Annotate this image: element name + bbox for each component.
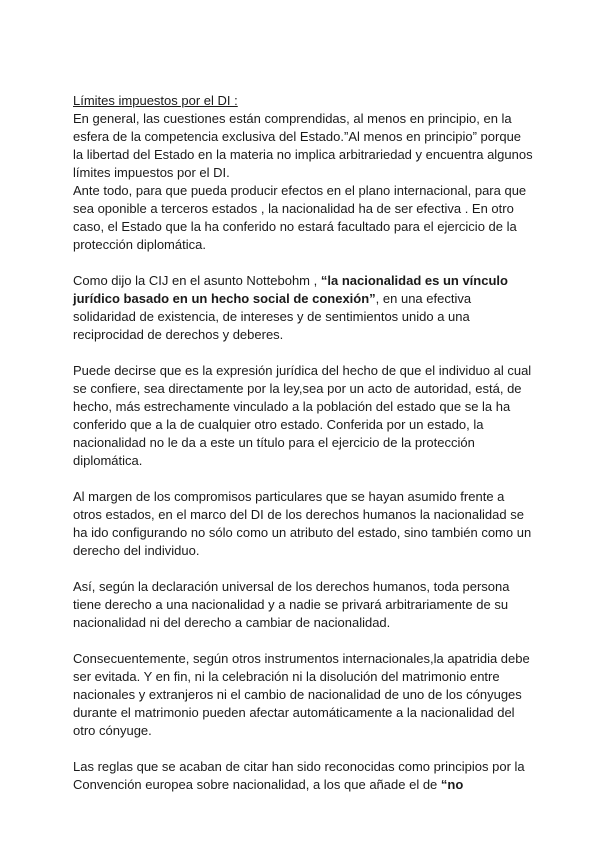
paragraph-4: Puede decirse que es la expresión jurídica del hecho de que el individuo al cual se confiere, sea directamente por la ley,sea por un acto de autoridad, está, de hecho, más estrechamente vinculado a la población del estado que se la ha conferido que a la de cualquier otro estado. Conferida por un estado, la nacionalidad no le da a este un título para el ejercicio de la protección diplomática. <box>73 363 532 468</box>
paragraph-3-intro: Como dijo la CIJ en el asunto Nottebohm , <box>73 273 321 288</box>
paragraph-8-bold-start: “no <box>440 777 464 792</box>
document-body <box>73 92 533 794</box>
paragraph-3-rest: , en una efectiva solidaridad de existencia, de intereses y de sentimientos unido a una reciprocidad de derechos y deberes. <box>73 291 472 342</box>
section-heading: Límites impuestos por el DI : <box>73 93 238 108</box>
nottebohm-quote: “la nacionalidad es un vínculo jurídico basado en un hecho social de conexión” <box>73 273 508 306</box>
paragraph-6: Así, según la declaración universal de los derechos humanos, toda persona tiene derecho a una nacionalidad y a nadie se privará arbitrariamente de su nacionalidad ni del derecho a cambiar de nacionalidad. <box>73 579 510 630</box>
paragraph-1: En general, las cuestiones están comprendidas, al menos en principio, en la esfera de la competencia exclusiva del Estado.”Al menos en principio” porque la libertad del Estado en la materia no implica arbitrariedad y encuentra algunos límites impuestos por el DI. <box>73 111 533 180</box>
paragraph-7: Consecuentemente, según otros instrumentos internacionales,la apatridia debe ser evitada. Y en fin, ni la celebración ni la disolución del matrimonio entre nacionales y extranjeros ni el cambio de nacionalidad de uno de los cónyuges durante el matrimonio pueden afectar automáticamente a la nacionalidad del otro cónyuge. <box>73 651 530 738</box>
paragraph-8 <box>73 758 533 794</box>
paragraph-3 <box>73 272 533 344</box>
paragraph-2: Ante todo, para que pueda producir efectos en el plano internacional, para que sea oponible a terceros estados , la nacionalidad ha de ser efectiva . En otro caso, el Estado que la ha conferido no estará facultado para el ejercicio de la protección diplomática. <box>73 183 527 252</box>
paragraph-8-text: Las reglas que se acaban de citar han sido reconocidas como principios por la Convención europea sobre nacionalidad, a los que añade el de <box>73 759 525 792</box>
paragraph-5: Al margen de los compromisos particulares que se hayan asumido frente a otros estados, en el marco del DI de los derechos humanos la nacionalidad se ha ido configurando no sólo como un atributo del estado, sino también como un derecho del individuo. <box>73 489 532 558</box>
